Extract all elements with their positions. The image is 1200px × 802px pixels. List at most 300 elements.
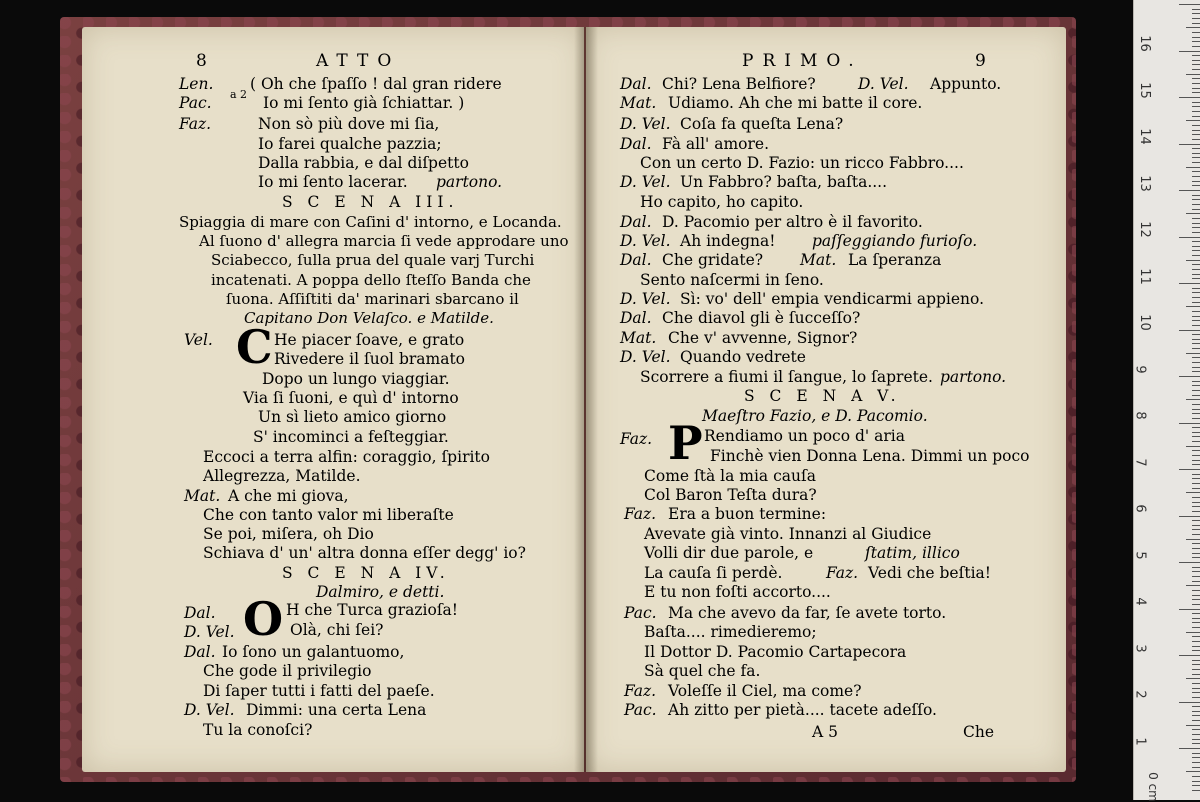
ruler-tick [1192,511,1200,512]
scene-heading: S C E N A IV. [282,564,450,582]
ruler-tick [1192,734,1200,735]
speaker-label: D. Vel. [620,290,671,308]
ruler-tick [1192,715,1200,716]
ruler-tick [1192,381,1200,382]
verse-line: Ma che avevo da far, ſe avete torto. [668,604,947,622]
ruler-tick [1186,585,1200,586]
ruler-label: 2 [1132,690,1148,699]
ruler-tick [1192,176,1200,177]
ruler-tick [1186,27,1200,28]
verse-line: Chi? Lena Belfiore? [662,75,816,93]
ruler-tick [1192,130,1200,131]
ruler-tick [1186,678,1200,679]
ruler-tick [1186,632,1200,633]
stage-direction: partono. [940,368,1007,386]
speaker-label: Mat. [620,329,657,347]
speaker-label: Faz. [826,564,859,582]
ruler-tick [1192,720,1200,721]
ruler-tick [1192,636,1200,637]
ruler-tick [1179,97,1200,98]
verse-line: Era a buon termine: [668,505,827,523]
ruler-tick [1192,660,1200,661]
ruler-tick [1192,395,1200,396]
ruler-tick [1186,399,1200,400]
verse-line: Sì: vo' dell' empia vendicarmi appieno. [680,290,985,308]
ruler-tick [1186,306,1200,307]
ruler-tick [1192,316,1200,317]
ruler-tick [1192,139,1200,140]
ruler-tick [1192,567,1200,568]
verse-line: Olà, chi ſei? [290,621,384,639]
verse-line: ( Oh che ſpaſſo ! dal gran ridere [250,75,502,93]
verse-line: H che Turca grazioſa! [286,601,459,619]
stage-description: incatenati. A poppa dello ſteſſo Banda che [211,271,531,289]
ruler-tick [1192,757,1200,758]
ruler-label: 1 [1132,736,1148,746]
ruler-tick [1192,627,1200,628]
ruler-tick [1192,23,1200,24]
ruler-tick [1179,609,1200,610]
stage-direction: paſſeggiando furioſo. [812,232,978,250]
ruler-tick [1192,478,1200,479]
ruler-tick [1192,18,1200,19]
verse-line: Di ſaper tutti i fatti del paeſe. [203,682,435,700]
ruler-tick [1192,790,1200,791]
ruler-label: 4 [1132,597,1148,606]
ruler-tick [1192,767,1200,768]
verse-line: Sento naſcermi in ſeno. [640,271,824,289]
ruler-tick [1192,604,1200,605]
verse-line: Rendiamo un poco d' aria [704,427,905,445]
ruler-tick [1192,278,1200,279]
verse-line: Voleſſe il Ciel, ma come? [668,682,862,700]
scene-heading: S C E N A III. [282,193,459,211]
ruler-tick [1192,441,1200,442]
verse-line: Non sò più dove mi ſia, [258,115,440,133]
ruler-tick [1192,576,1200,577]
ruler-tick [1192,250,1200,251]
ruler-tick [1179,190,1200,191]
verse-line: Appunto. [930,75,1002,93]
ruler-tick [1192,571,1200,572]
verse-line: Dopo un lungo viaggiar. [262,370,450,388]
verse-line: Udiamo. Ah che mi batte il core. [668,94,923,112]
ruler-tick [1186,74,1200,75]
verse-line: Io mi ſento lacerar. [258,173,408,191]
ruler-tick [1192,37,1200,38]
ruler-tick [1192,357,1200,358]
ruler-tick [1192,706,1200,707]
verse-line: Via ſi ſuoni, e quì d' intorno [243,389,459,407]
ruler-tick [1192,64,1200,65]
ruler-tick [1192,343,1200,344]
right-page-number: 9 [975,51,986,71]
ruler-tick [1192,543,1200,544]
verse-line: Ah indegna! [680,232,776,250]
stage-description: Capitano Don Velaſco. e Matilde. [244,309,494,327]
verse-line: Che diavol gli è ſucceſſo? [662,309,861,327]
ruler-tick [1192,669,1200,670]
ruler-tick [1192,590,1200,591]
ruler-tick [1192,153,1200,154]
ruler-tick [1192,409,1200,410]
verse-line: Che gode il privilegio [203,662,372,680]
ruler-tick [1186,213,1200,214]
ruler-tick [1192,223,1200,224]
ruler-tick [1192,334,1200,335]
emphasis: ſtatim, illico [865,544,960,562]
ruler-tick [1192,111,1200,112]
speaker-label: Dal. [184,604,216,622]
left-running-head: ATTO [316,51,401,71]
stage-direction: partono. [436,173,503,191]
verse-line: Avevate già vinto. Innanzi al Giudice [644,525,932,543]
ruler-tick [1192,385,1200,386]
verse-line: Un Fabbro? baſta, baſta.... [680,173,888,191]
ruler-tick [1192,9,1200,10]
ruler-tick [1192,199,1200,200]
verse-line: Io mi ſento già ſchiattar. ) [263,94,465,112]
ruler-tick [1192,613,1200,614]
ruler-tick [1192,320,1200,321]
speaker-label: Dal. [620,309,652,327]
verse-line: Schiava d' un' altra donna eſſer degg' io? [203,544,526,562]
ruler-tick [1192,418,1200,419]
ruler-tick [1192,134,1200,135]
ruler-tick [1192,157,1200,158]
ruler-tick [1192,232,1200,233]
ruler-tick [1192,195,1200,196]
ruler-tick [1192,520,1200,521]
ruler-label: 14 [1136,128,1152,145]
ruler-tick [1192,497,1200,498]
ruler-tick [1179,330,1200,331]
verse-line: La cauſa ſi perdè. [644,564,783,582]
verse-line: Che v' avvenne, Signor? [668,329,858,347]
ruler-tick [1179,144,1200,145]
verse-line: Che gridate? [662,251,764,269]
ruler-tick [1192,302,1200,303]
speaker-label: Mat. [620,94,657,112]
ruler-tick [1192,534,1200,535]
ruler-tick [1192,664,1200,665]
speaker-label: D. Vel. [620,232,671,250]
ruler-tick [1192,525,1200,526]
ruler-tick [1192,581,1200,582]
verse-line: Con un certo D. Fazio: un ricco Fabbro.... [640,154,964,172]
ruler-tick [1192,641,1200,642]
verse-line: Fà all' amore. [662,135,769,153]
ruler-tick [1192,241,1200,242]
ruler-tick [1192,711,1200,712]
verse-line: Come ſtà la mia cauſa [644,467,816,485]
ruler-tick [1192,743,1200,744]
stage-description: ſuona. Aſſiſtiti da' marinari sbarcano il [226,290,519,308]
ruler-tick [1192,60,1200,61]
ruler-label: 5 [1132,550,1148,560]
ruler-tick [1192,455,1200,456]
ruler-label: 6 [1132,504,1148,513]
speaker-label: Mat. [800,251,837,269]
speaker-label: Dal. [184,643,216,661]
ruler-tick [1192,427,1200,428]
ruler-tick [1192,218,1200,219]
speaker-label: D. Vel. [620,173,671,191]
verse-line: Rivedere il ſuol bramato [274,350,466,368]
stage-description: Spiaggia di mare con Caſini d' intorno, e Locanda. [179,213,562,231]
ruler-tick [1179,51,1200,52]
ruler-tick [1186,260,1200,261]
verse-line: Finchè vien Donna Lena. Dimmi un poco [710,447,1030,465]
verse-line: He piacer ſoave, e grato [274,331,465,349]
ruler-tick [1192,618,1200,619]
ruler-tick [1179,423,1200,424]
ruler-tick [1186,771,1200,772]
ruler-label: 12 [1136,221,1152,238]
ruler-label: 13 [1136,174,1152,192]
drop-cap: C [236,320,273,374]
ruler-tick [1179,469,1200,470]
ruler-tick [1192,125,1200,126]
ruler-tick [1179,655,1200,656]
ruler-tick [1192,502,1200,503]
ruler-label: 8 [1132,411,1148,420]
verse-line: Tu la conoſci? [203,721,313,739]
speaker-label: Pac. [624,604,657,622]
ruler-tick [1192,622,1200,623]
ruler-tick [1192,474,1200,475]
ruler-tick [1192,288,1200,289]
verse-line: Quando vedrete [680,348,806,366]
ruler-tick [1192,274,1200,275]
verse-line: Sà quel che fa. [644,662,761,680]
ruler-tick [1192,529,1200,530]
stage-direction: Dalmiro, e detti. [316,583,445,601]
ruler-tick [1192,413,1200,414]
ruler-tick [1186,120,1200,121]
ruler-tick [1192,297,1200,298]
ruler-tick [1192,46,1200,47]
ruler-tick [1192,781,1200,782]
speaker-label: D. Vel. [184,701,235,719]
speaker-label: Faz. [624,682,657,700]
speaker-label: Len. [179,75,214,93]
ruler-tick [1179,376,1200,377]
ruler-tick [1192,450,1200,451]
ruler-tick [1179,4,1200,5]
ruler-tick [1186,167,1200,168]
verse-line: Dalla rabbia, e dal diſpetto [258,154,469,172]
ruler-tick [1192,729,1200,730]
speaker-label: D. Vel. [184,623,235,641]
ruler-label: 3 [1132,643,1148,653]
measurement-ruler [1133,0,1200,800]
ruler-tick [1192,181,1200,182]
ruler-tick [1192,292,1200,293]
speaker-label: D. Vel. [620,115,671,133]
ruler-tick [1179,516,1200,517]
ruler-tick [1192,692,1200,693]
verse-line: E tu non foſti accorto.... [644,583,831,601]
verse-line: Un sì lieto amico giorno [258,408,447,426]
ruler-tick [1192,483,1200,484]
ruler-tick [1192,646,1200,647]
ruler-tick [1192,227,1200,228]
ruler-tick [1192,390,1200,391]
verse-line: Dimmi: una certa Lena [246,701,427,719]
ruler-tick [1192,362,1200,363]
verse-line: Ho capito, ho capito. [640,193,804,211]
ruler-tick [1192,506,1200,507]
verse-line: Se poi, miſera, oh Dio [203,525,374,543]
ruler-label: 7 [1132,457,1148,467]
ruler-tick [1192,325,1200,326]
ruler-tick [1186,446,1200,447]
ruler-tick [1192,246,1200,247]
ruler-tick [1192,92,1200,93]
ruler-tick [1192,464,1200,465]
speaker-label: Pac. [624,701,657,719]
ruler-tick [1186,725,1200,726]
ruler-tick [1192,255,1200,256]
speaker-label: D. Vel. [620,348,671,366]
ruler-tick [1192,185,1200,186]
ruler-tick [1192,209,1200,210]
ruler-tick [1192,78,1200,79]
ruler-tick [1192,102,1200,103]
ruler-tick [1192,432,1200,433]
verse-line: D. Pacomio per altro è il favorito. [662,213,923,231]
verse-line: La ſperanza [848,251,942,269]
ruler-tick [1192,311,1200,312]
ruler-tick [1192,88,1200,89]
ruler-tick [1192,650,1200,651]
speaker-label: Mat. [184,487,221,505]
speaker-label: Faz. [179,115,212,133]
speaker-label: Vel. [184,331,213,349]
speaker-label: Dal. [620,251,652,269]
ruler-label: 15 [1136,81,1152,99]
ruler-tick [1179,562,1200,563]
stage-direction: Maeſtro Fazio, e D. Pacomio. [702,407,928,425]
duet-marker: a 2 [230,88,248,101]
ruler-tick [1192,339,1200,340]
verse-line: Volli dir due parole, e [644,544,814,562]
ruler-tick [1192,162,1200,163]
stage-description: Al ſuono d' allegra marcia ſi vede approdare uno [199,232,569,250]
verse-line: Io ſono un galantuomo, [222,643,405,661]
ruler-tick [1192,371,1200,372]
ruler-tick [1192,32,1200,33]
ruler-tick [1192,674,1200,675]
ruler-tick [1192,436,1200,437]
ruler-tick [1192,688,1200,689]
drop-cap: O [243,592,284,646]
verse-line: Il Dottor D. Pacomio Cartapecora [644,643,907,661]
verse-line: Ah zitto per pietà.... tacete adeſſo. [668,701,937,719]
ruler-tick [1192,683,1200,684]
speaker-label: Dal. [620,75,652,93]
verse-line: Che con tanto valor mi liberaſte [203,506,454,524]
left-page-number: 8 [196,51,207,71]
ruler-tick [1192,557,1200,558]
ruler-tick [1192,41,1200,42]
verse-line: S' incominci a feſteggiar. [253,428,449,446]
ruler-tick [1192,697,1200,698]
ruler-tick [1179,237,1200,238]
ruler-label: 10 [1136,314,1152,331]
verse-line: Vedi che beſtia! [868,564,992,582]
ruler-tick [1186,492,1200,493]
ruler-unit-label: 0 cm [1145,772,1160,802]
verse-line: Baſta.... rimedieremo; [644,623,817,641]
ruler-tick [1192,348,1200,349]
ruler-tick [1192,776,1200,777]
speaker-label: D. Vel. [858,75,909,93]
speaker-label: Dal. [620,135,652,153]
verse-line: Scorrere a fiumi il ſangue, lo ſaprete. [640,368,933,386]
right-running-head: PRIMO. [742,51,863,71]
ruler-tick [1192,753,1200,754]
scene-heading: S C E N A V. [744,387,901,405]
speaker-label: Dal. [620,213,652,231]
ruler-label: 9 [1132,364,1148,374]
ruler-tick [1179,702,1200,703]
catchword: Che [963,723,995,741]
ruler-tick [1179,283,1200,284]
ruler-tick [1186,539,1200,540]
ruler-tick [1192,55,1200,56]
ruler-tick [1192,204,1200,205]
verse-line: Col Baron Teſta dura? [644,486,817,504]
ruler-tick [1192,269,1200,270]
verse-line: Coſa fa queſta Lena? [680,115,844,133]
drop-cap: P [668,416,703,470]
speaker-label: Faz. [620,430,653,448]
ruler-tick [1192,148,1200,149]
ruler-tick [1192,739,1200,740]
ruler-tick [1179,748,1200,749]
ruler-tick [1192,599,1200,600]
ruler-tick [1192,488,1200,489]
ruler-tick [1192,404,1200,405]
signature-mark: A 5 [812,723,838,741]
book-gutter [574,27,598,772]
ruler-tick [1192,460,1200,461]
ruler-tick [1192,106,1200,107]
ruler-tick [1192,553,1200,554]
ruler-tick [1186,353,1200,354]
ruler-tick [1192,69,1200,70]
ruler-tick [1192,116,1200,117]
verse-line: Eccoci a terra alfin: coraggio, ſpirito [203,448,490,466]
ruler-tick [1192,83,1200,84]
ruler-tick [1192,264,1200,265]
speaker-label: Faz. [624,505,657,523]
ruler-tick [1192,13,1200,14]
speaker-label: Pac. [179,94,212,112]
ruler-tick [1192,595,1200,596]
stage-description: Sciabecco, ſulla prua del quale varj Turchi [211,251,535,269]
ruler-label: 11 [1136,267,1152,285]
ruler-tick [1192,171,1200,172]
ruler-label: 16 [1136,35,1152,52]
ruler-tick [1192,548,1200,549]
ruler-tick [1192,785,1200,786]
verse-line: A che mi giova, [228,487,349,505]
ruler-tick [1192,762,1200,763]
verse-line: Allegrezza, Matilde. [203,467,361,485]
